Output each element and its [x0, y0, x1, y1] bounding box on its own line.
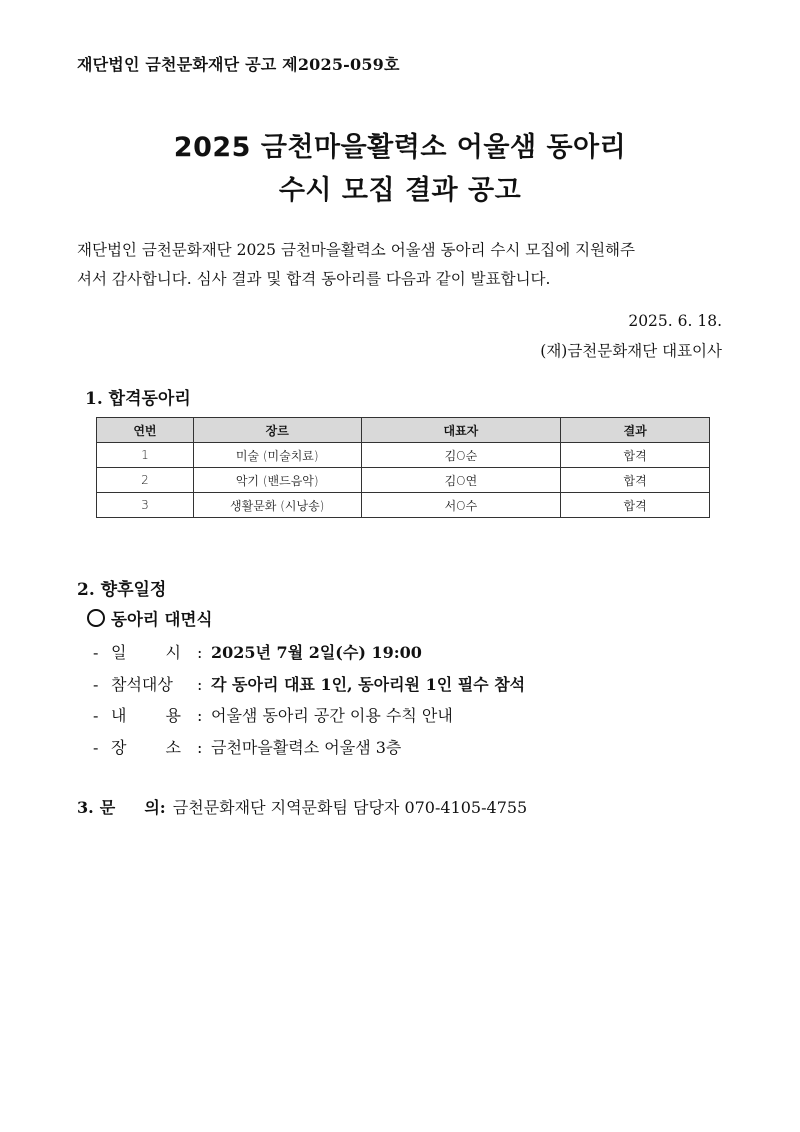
- col-header-representative: 대표자: [361, 418, 561, 443]
- cell-result: 합격: [561, 468, 710, 493]
- section3-label: 문 의:: [99, 798, 166, 817]
- table-row: [97, 443, 710, 468]
- table-header-row: [97, 418, 710, 443]
- cell-representative: 김O연: [361, 468, 561, 493]
- schedule-item-location: [93, 735, 401, 758]
- col-header-result: 결과: [561, 418, 710, 443]
- item-label: 참석대상: [111, 675, 173, 694]
- notice-number: 재단법인 금천문화재단 공고 제2025-059호: [77, 55, 400, 74]
- item-value: 어울샘 동아리 공간 이용 수칙 안내: [211, 706, 453, 725]
- col-header-number: 연번: [97, 418, 194, 443]
- cell-representative: 김O순: [361, 443, 561, 468]
- section3-inquiry: [77, 795, 527, 818]
- list-dash: -: [93, 706, 99, 725]
- accepted-clubs-table: [96, 417, 710, 518]
- cell-genre: 미술 (미술치료): [193, 443, 361, 468]
- schedule-subheading-text: 동아리 대면식: [111, 610, 213, 629]
- cell-result: 합격: [561, 493, 710, 518]
- item-value: 금천마을활력소 어울샘 3층: [211, 738, 402, 757]
- cell-genre: 생활문화 (시낭송): [193, 493, 361, 518]
- item-colon: :: [197, 643, 203, 662]
- page-title-line2: 수시 모집 결과 공고: [278, 175, 522, 206]
- item-label: 일 시: [111, 643, 181, 662]
- item-colon: :: [197, 706, 203, 725]
- item-value: 2025년 7월 2일(수) 19:00: [211, 643, 422, 662]
- cell-number: 2: [97, 468, 194, 493]
- cell-representative: 서O수: [361, 493, 561, 518]
- table-row: [97, 468, 710, 493]
- section2-heading: 2. 향후일정: [77, 580, 167, 600]
- page-title-line1: 2025 금천마을활력소 어울샘 동아리: [173, 132, 627, 163]
- cell-number: 3: [97, 493, 194, 518]
- item-label: 장 소: [111, 738, 181, 757]
- item-colon: :: [197, 738, 203, 757]
- section3-contact: 금천문화재단 지역문화팀 담당자 070-4105-4755: [172, 798, 528, 817]
- circle-bullet-icon: [87, 609, 105, 627]
- issuer-name: (재)금천문화재단 대표이사: [540, 342, 722, 360]
- schedule-subheading: [87, 606, 212, 630]
- announcement-date: 2025. 6. 18.: [628, 312, 722, 330]
- section1-heading: 1. 합격동아리: [85, 389, 191, 409]
- schedule-item-content: [93, 703, 453, 726]
- list-dash: -: [93, 738, 99, 757]
- cell-genre: 악기 (밴드음악): [193, 468, 361, 493]
- intro-line2: 셔서 감사합니다. 심사 결과 및 합격 동아리를 다음과 같이 발표합니다.: [77, 270, 551, 288]
- intro-paragraph: [77, 236, 727, 294]
- col-header-genre: 장르: [193, 418, 361, 443]
- cell-result: 합격: [561, 443, 710, 468]
- cell-number: 1: [97, 443, 194, 468]
- item-value: 각 동아리 대표 1인, 동아리원 1인 필수 참석: [211, 675, 526, 694]
- item-colon: :: [197, 675, 203, 694]
- list-dash: -: [93, 675, 99, 694]
- table-row: [97, 493, 710, 518]
- intro-line1: 재단법인 금천문화재단 2025 금천마을활력소 어울샘 동아리 수시 모집에 지원해주: [77, 241, 636, 259]
- schedule-item-datetime: [93, 640, 422, 663]
- list-dash: -: [93, 643, 99, 662]
- schedule-item-attendees: [93, 672, 525, 695]
- item-label: 내 용: [111, 706, 181, 725]
- section3-number: 3.: [77, 798, 94, 817]
